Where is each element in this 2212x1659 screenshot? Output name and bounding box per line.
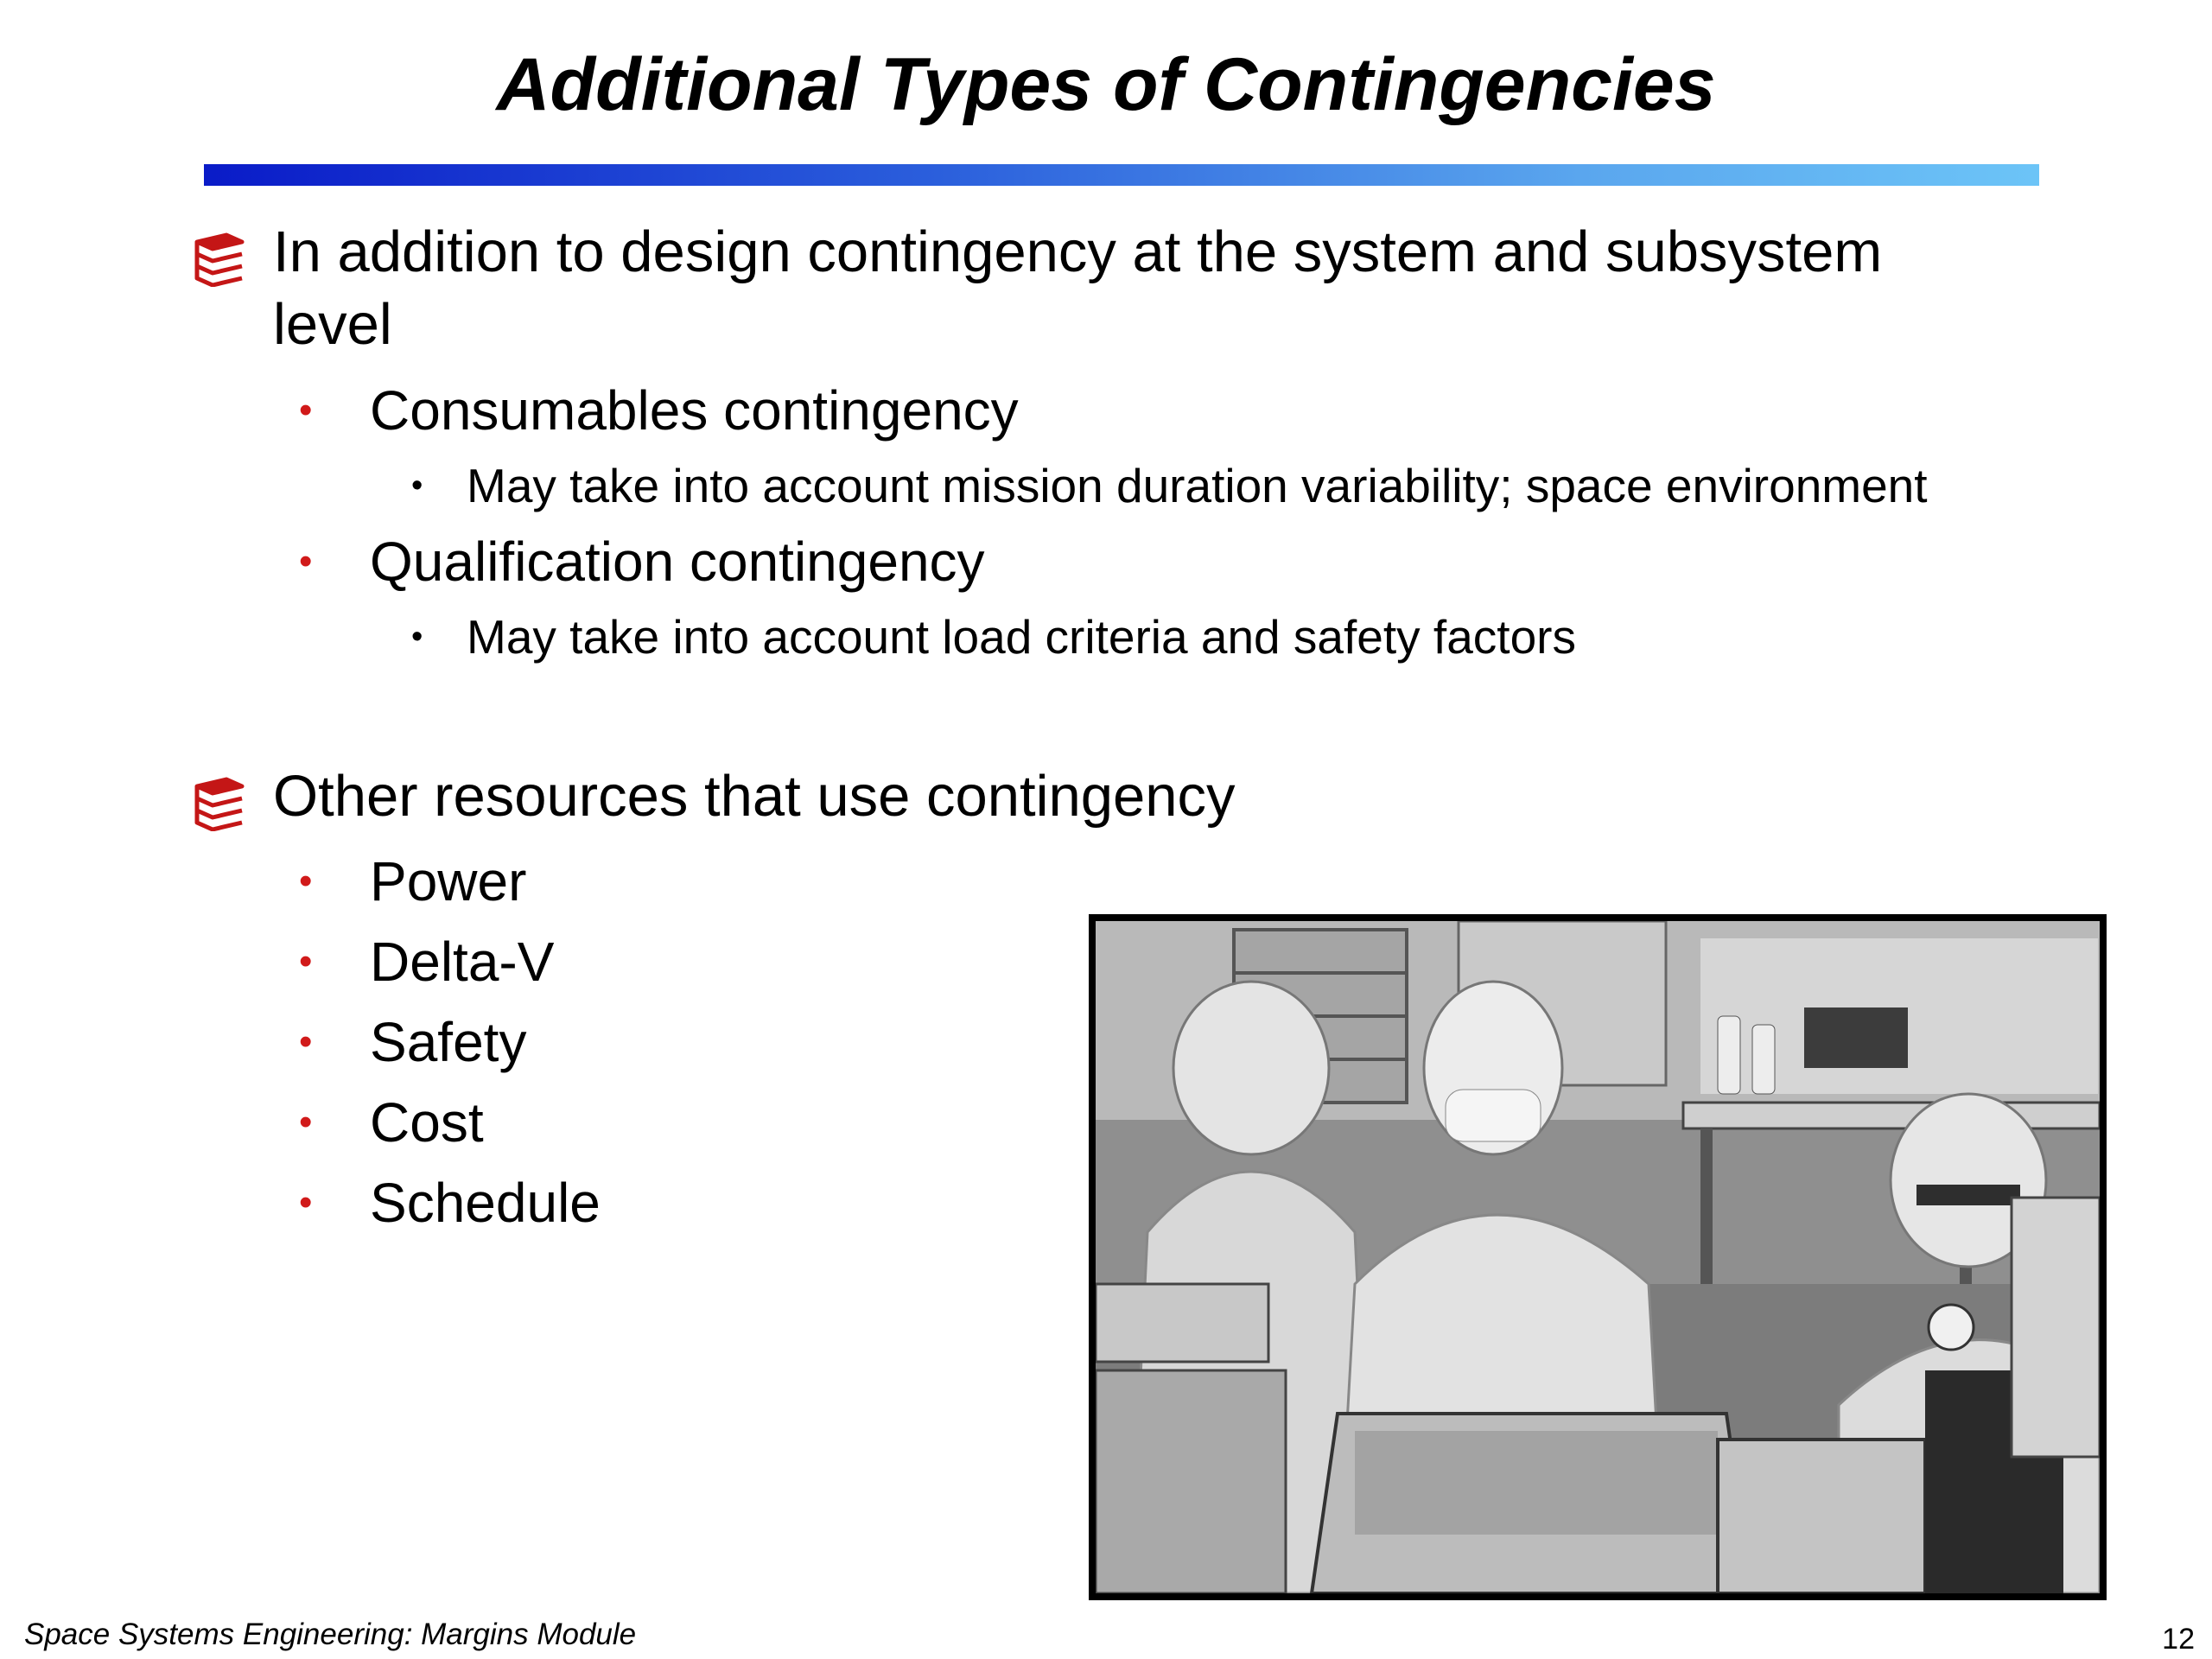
section1-item-note: May take into account load criteria and safety factors	[467, 610, 1576, 664]
section1-heading-cont: level	[273, 292, 392, 357]
section1-item-note: May take into account mission duration variability; space environment	[467, 459, 1928, 512]
resource-item: Cost	[370, 1091, 484, 1154]
red-bullet: •	[299, 540, 313, 582]
red-bullet: •	[299, 1020, 313, 1063]
cleanroom-photo-illustration	[1096, 921, 2100, 1593]
page-number: 12	[2162, 1623, 2195, 1656]
title-underline-bar	[204, 164, 2039, 186]
cleanroom-photo	[1089, 914, 2107, 1600]
book-stack-icon	[192, 232, 247, 287]
section1-heading: In addition to design contingency at the system and subsystem	[273, 219, 1883, 284]
section2-heading: Other resources that use contingency	[273, 764, 1236, 829]
resource-item: Schedule	[370, 1172, 601, 1234]
section1-item-label: Consumables contingency	[370, 379, 1019, 442]
black-bullet: •	[411, 467, 423, 504]
footer-module-title: Space Systems Engineering: Margins Module	[24, 1618, 637, 1651]
red-bullet: •	[299, 1181, 313, 1224]
red-bullet: •	[299, 940, 313, 982]
resource-item: Delta-V	[370, 931, 555, 993]
section1-item-label: Qualification contingency	[370, 531, 985, 593]
resource-item: Power	[370, 850, 527, 912]
red-bullet: •	[299, 1101, 313, 1143]
red-bullet: •	[299, 860, 313, 902]
book-stack-icon	[192, 776, 247, 831]
resource-item: Safety	[370, 1011, 527, 1073]
slide-title: Additional Types of Contingencies	[496, 43, 1716, 126]
black-bullet: •	[411, 619, 423, 655]
red-bullet: •	[299, 389, 313, 431]
